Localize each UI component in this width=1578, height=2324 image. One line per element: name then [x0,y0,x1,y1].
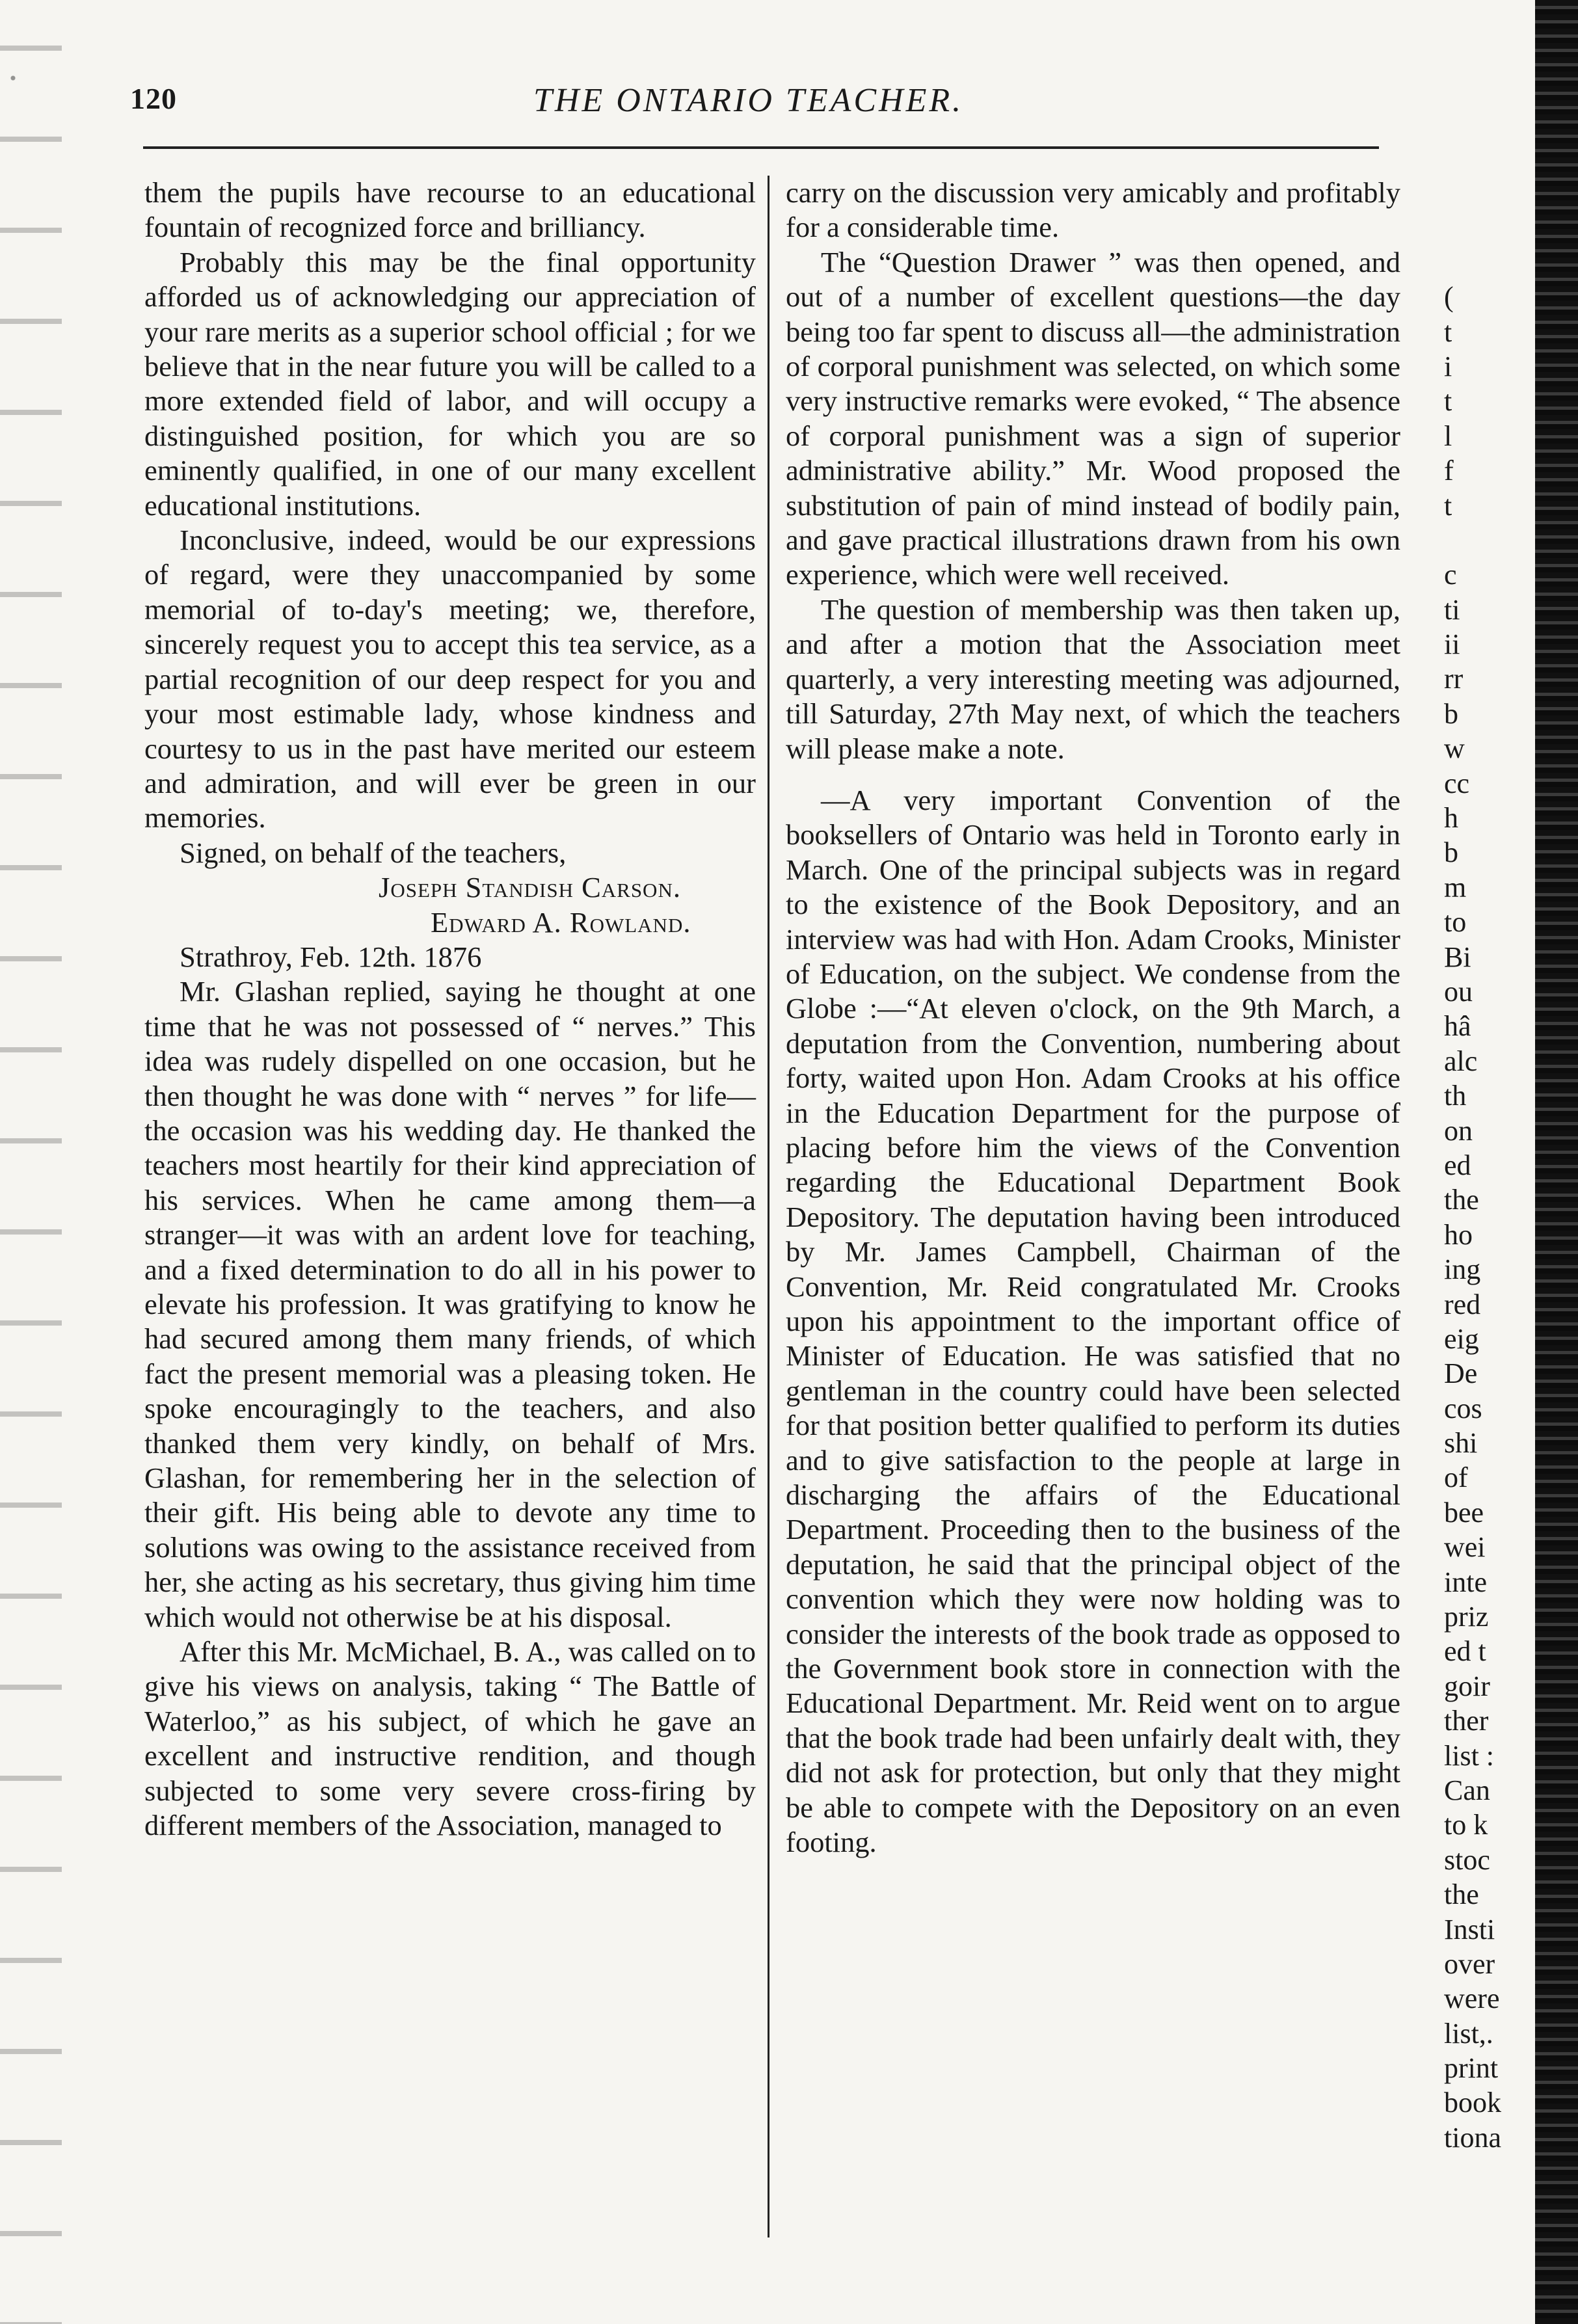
paragraph: Mr. Glashan replied, saying he thought at one time that he was not possessed of “ nerves.” This idea was rudely dispelled on one occasion, but he then thought he was done with “ nerves ” for life—the occasion was his wedding day. He thanked the teachers most heartily for their kind appreciation of his services. When he came among them—a stranger—it was with an ardent love for teaching, and a fixed determination to do all in his power to elevate his profession. It was gratifying to know he had secured among them many friends, of which fact the present memorial was a pleasing token. He spoke encouragingly to the teachers, and also thanked them very kindly, on behalf of Mrs. Glashan, for remembering her in the selection of their gift. His being able to devote any time to solutions was owing to the assistance received from her, she acting as his secretary, thus giving him time which would not otherwise be at his disposal. [144,975,756,1633]
signed-line: Signed, on behalf of the teachers, [180,836,567,869]
edge-fragment: red [1444,1288,1481,1320]
column-divider [768,176,769,2237]
edge-fragment: print [1444,2052,1499,2085]
edge-fragment: h [1444,802,1458,835]
edge-fragment: eig [1444,1322,1479,1355]
edge-fragment: ed [1444,1149,1471,1181]
edge-fragment: ing [1444,1253,1481,1286]
edge-fragment: b [1444,836,1458,869]
edge-fragment: over [1444,1947,1495,1980]
edge-fragment: m [1444,871,1467,903]
paragraph: them the pupils have recourse to an educational fountain of recognized force and brilliancy. [144,176,756,244]
signer-name: Edward A. Rowland. [431,905,691,939]
edge-fragment: on [1444,1114,1473,1147]
edge-fragment: De [1444,1357,1478,1390]
paragraph: Inconclusive, indeed, would be our expressions of regard, were they unaccompanied by some memorial of to-day's meeting; we, therefore, sincerely request you to accept this tea service, as a partial recognition of our deep respect for you and your most estimable lady, whose kindness and courtesy to us in the past have merited our esteem and admiration, and will ever be green in our memories. [144,524,756,835]
edge-fragment: inte [1444,1566,1487,1598]
edge-fragment: Can [1444,1774,1490,1806]
edge-fragment: ii [1444,628,1460,661]
edge-fragment: t [1444,315,1452,348]
edge-fragment: of [1444,1462,1468,1494]
dateline: Strathroy, Feb. 12th. 1876 [180,940,482,973]
edge-fragment: l [1444,420,1452,452]
scanned-binding-edge [0,0,62,2324]
edge-fragment: list : [1444,1739,1495,1772]
paragraph: Probably this may be the final opportunity afforded us of acknowledging our appreciation of your rare merits as a superior school official ; for we believe that in the near future you will be called to a more extended field of labor, and will occupy a distinguished position, for which you are so eminently qualified, in one of our many excellent educational institutions. [144,245,756,522]
edge-fragment: c [1444,559,1457,591]
edge-fragment: Bi [1444,941,1471,973]
edge-fragment: ho [1444,1218,1473,1251]
edge-fragment: goir [1444,1670,1490,1702]
edge-fragment: w [1444,732,1465,765]
right-column [786,176,1400,1860]
edge-fragment: the [1444,1878,1479,1911]
paragraph: The question of membership was then taken up, and after a motion that the Association meet quarterly, a very interesting meeting was adjourned, till Saturday, 27th May next, of which the teachers will please make a note. [786,593,1400,765]
paragraph: The “Question Drawer ” was then opened, and out of a number of excellent questions—the day being too far spent to discuss all—the administration of corporal punishment was selected, on which some very instructive remarks were evoked, “ The absence of corporal punishment was a sign of superior administrative ability.” Mr. Wood proposed the substitution of pain of mind instead of bodily pain, and gave practical illustrations drawn from his own experience, which were well received. [786,245,1400,591]
edge-fragment: b [1444,697,1458,730]
edge-fragment: i [1444,350,1452,382]
cropped-next-column [1444,176,1522,2155]
edge-fragment: were [1444,1983,1500,2015]
edge-fragment: stoc [1444,1843,1490,1876]
header-rule [143,146,1379,149]
edge-fragment: cos [1444,1392,1482,1424]
edge-fragment: tiona [1444,2121,1501,2154]
edge-fragment: wei [1444,1531,1486,1564]
edge-fragment: rr [1444,663,1464,695]
edge-fragment: ( [1444,281,1454,314]
edge-fragment [1444,245,1522,280]
edge-fragment: to k [1444,1809,1488,1841]
scanned-page-edge [1535,0,1578,2324]
edge-fragment: ed t [1444,1635,1486,1668]
edge-fragment [1444,210,1522,245]
edge-fragment: priz [1444,1601,1489,1633]
edge-fragment: th [1444,1080,1467,1112]
edge-fragment: book [1444,2087,1501,2119]
left-column [144,176,756,1843]
edge-fragment: bee [1444,1496,1484,1529]
edge-fragment: the [1444,1184,1479,1216]
edge-fragment: ther [1444,1705,1489,1737]
edge-fragment [1444,523,1522,557]
edge-fragment: t [1444,489,1452,522]
edge-fragment: list,. [1444,2017,1493,2050]
paragraph: —A very important Convention of the booksellers of Ontario was held in Toronto early in March. One of the principal subjects was in regard to the existence of the Book Depository, and an interview was had with Hon. Adam Crooks, Minister of Education, on the subject. We condense from the Globe :—“At eleven o'clock, on the 9th March, a deputation from the Convention, numbering about forty, waited upon Hon. Adam Crooks at his office in the Education Department for the purpose of placing before him the views of the Convention regarding the Educational Department Book Depository. The deputation having been introduced by Mr. James Campbell, Chairman of the Convention, Mr. Reid congratulated Mr. Crooks upon his appointment to the important office of Minister of Education. He was satisfied that no gentleman in the country could have been selected for that position better qualified to perform its duties and to give satisfaction to the people at large in discharging the affairs of the Educational Department. Proceeding then to the business of the deputation, he said that the principal object of the convention which they were now holding was to consider the interests of the book trade as opposed to the Government book store in connection with the Educational Department. Mr. Reid went on to argue that the book trade had been unfairly dealt with, they did not ask for protection, but only that they might be able to compete with the Depository on an even footing. [786,783,1400,1859]
edge-fragment: cc [1444,767,1470,799]
edge-fragment: alc [1444,1045,1478,1077]
running-head [130,81,1379,140]
edge-fragment: t [1444,385,1452,418]
edge-fragment: hâ [1444,1010,1471,1043]
journal-title: THE ONTARIO TEACHER. [533,82,964,119]
edge-fragment: ti [1444,593,1460,626]
paragraph: After this Mr. McMichael, B. A., was called on to give his views on analysis, taking “ The Battle of Waterloo,” as his subject, of which he gave an excellent and instructive rendition, and though subjected to some very severe cross-firing by different members of the Association, managed to [144,1635,756,1842]
edge-fragment: shi [1444,1427,1478,1460]
edge-fragment: ou [1444,975,1473,1008]
edge-fragment: to [1444,906,1467,939]
edge-fragment: Insti [1444,1913,1495,1945]
page-number: 120 [130,82,177,115]
paragraph: carry on the discussion very amicably and profitably for a considerable time. [786,176,1400,244]
edge-fragment [1444,176,1522,210]
signer-name: Joseph Standish Carson. [379,871,681,904]
edge-fragment: f [1444,455,1454,487]
